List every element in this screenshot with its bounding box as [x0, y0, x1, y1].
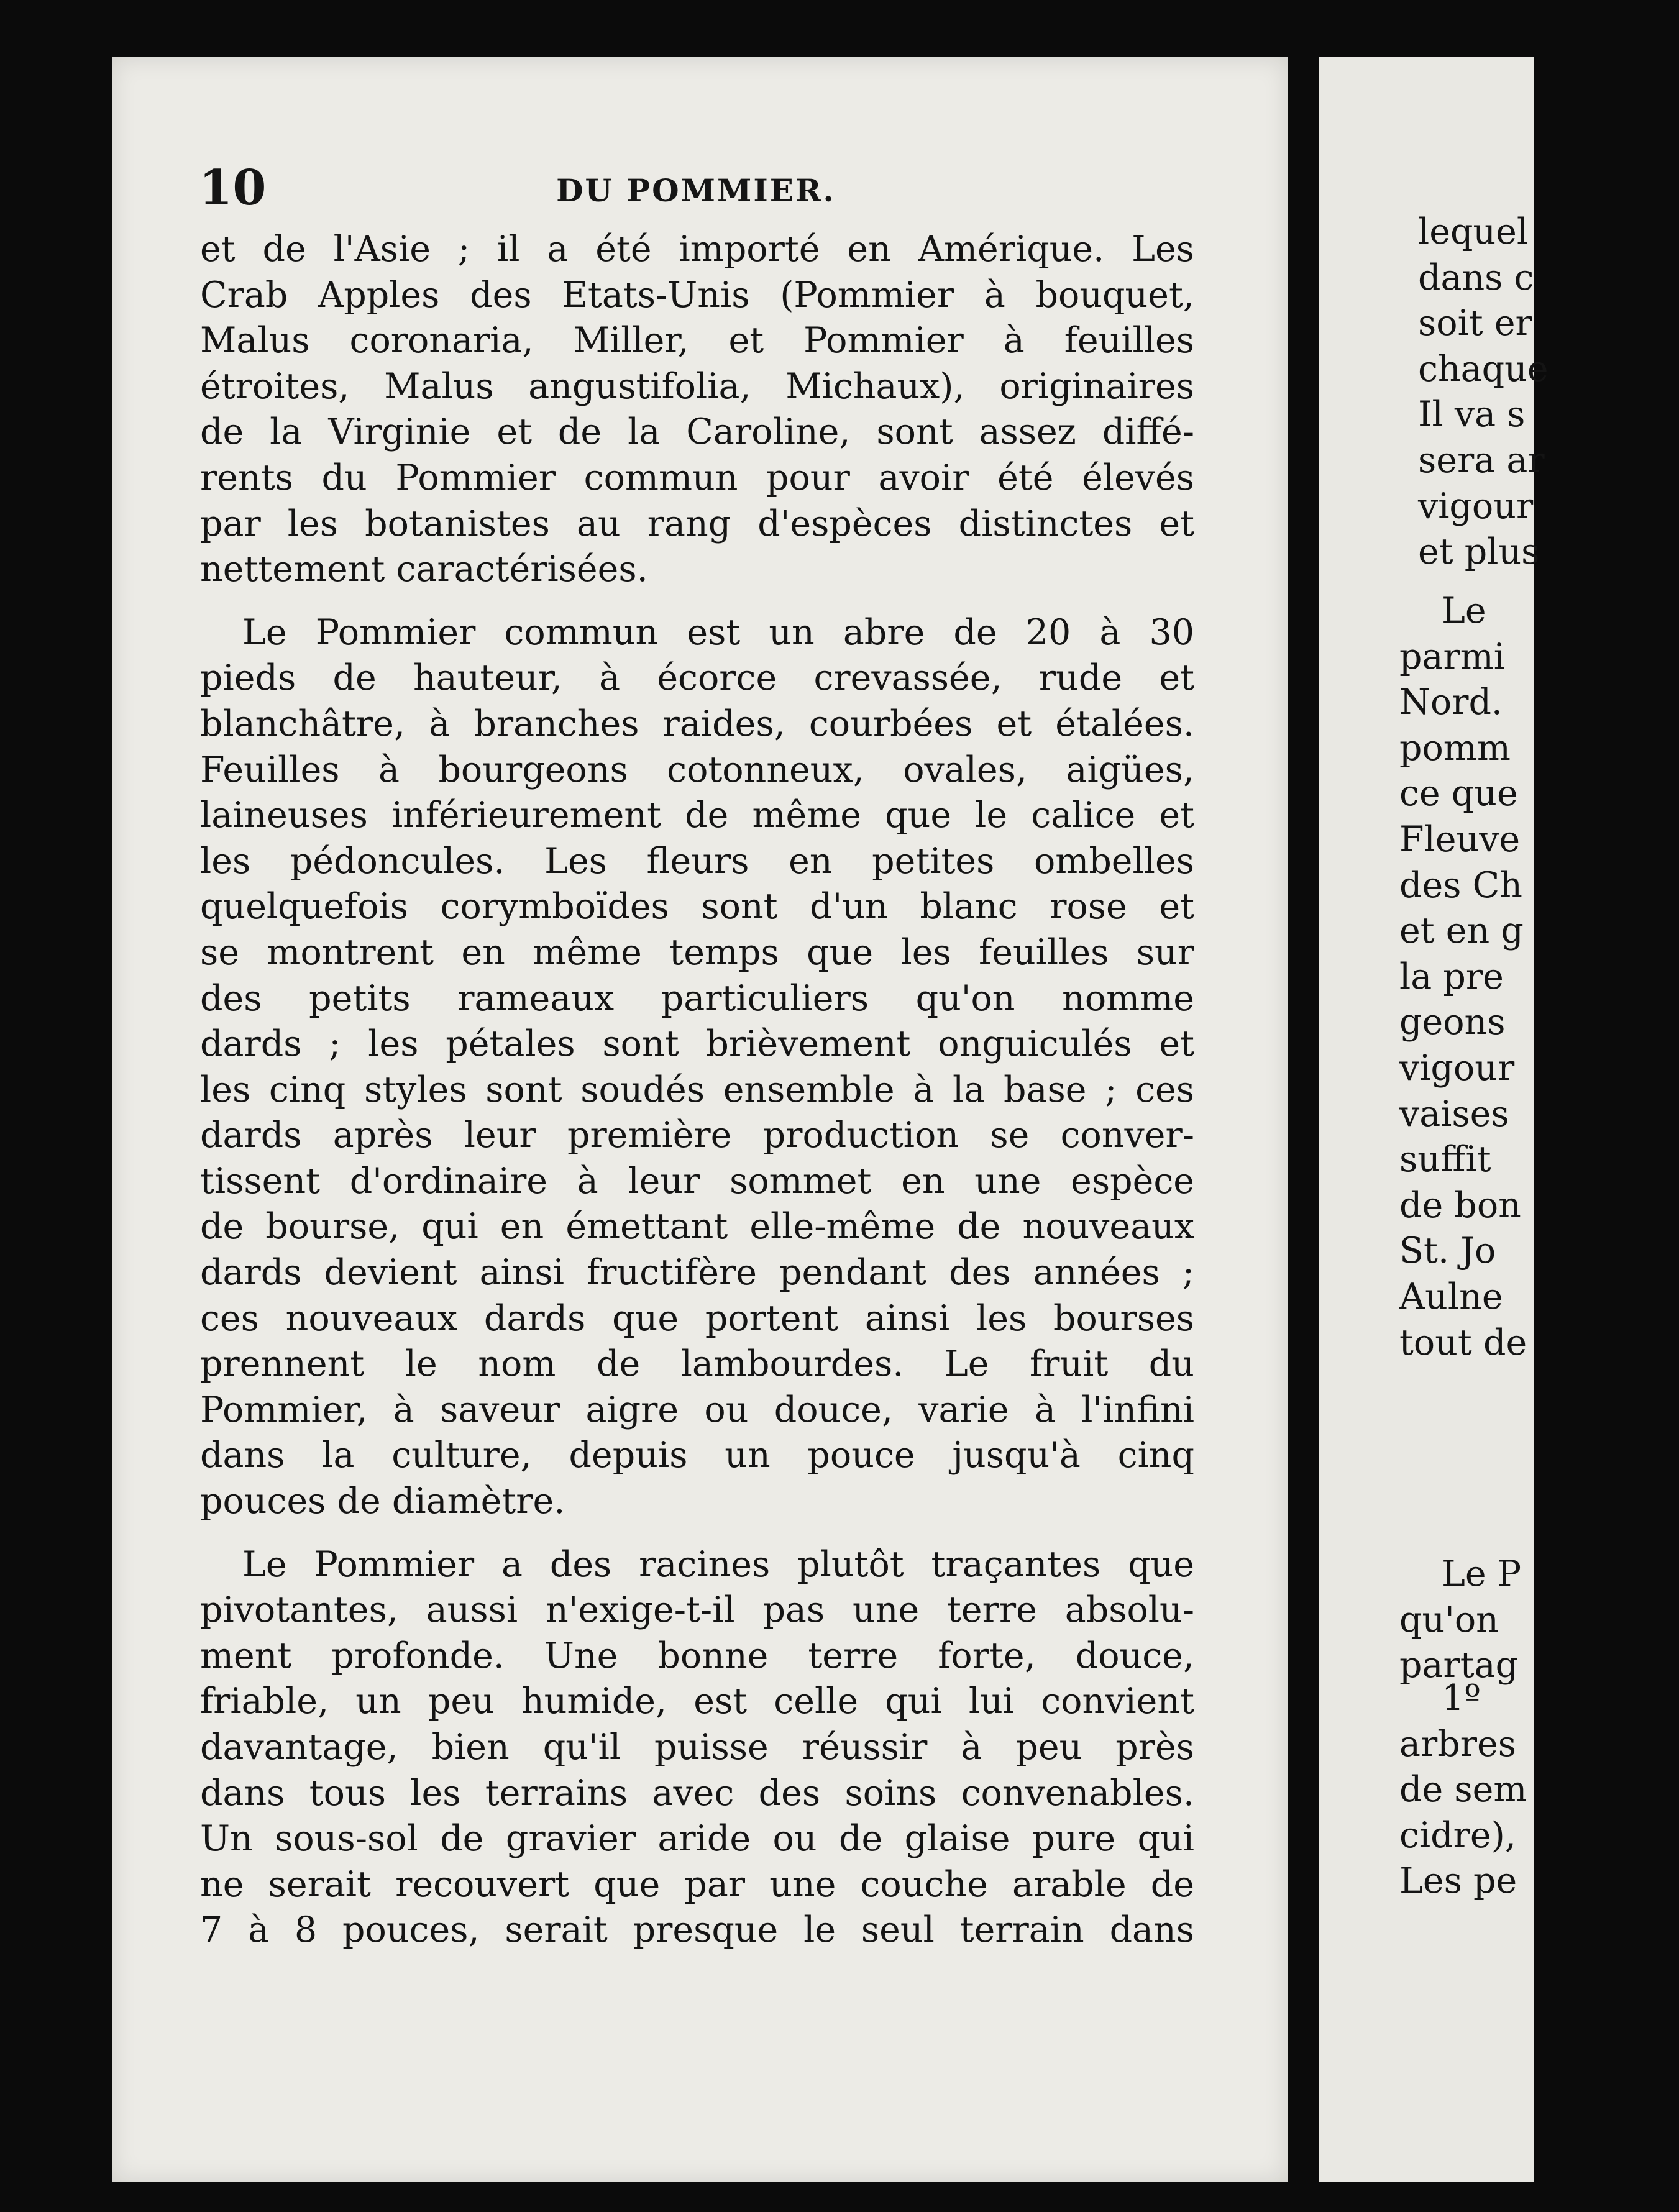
right-page-fragment: [1319, 57, 1549, 2182]
text-line: et de l'Asie ; il a été importé en Amérique. Les: [200, 229, 1194, 270]
right-block-1: [1418, 209, 1679, 575]
right-block-2: [1399, 588, 1660, 1366]
text-line: et en g: [1399, 910, 1524, 952]
text-line: vigour: [1399, 1047, 1515, 1089]
text-line: quelquefois corymboïdes sont d'un blanc rose et: [200, 886, 1194, 928]
text-line: Le Pommier a des racines plutôt traçantes que: [242, 1543, 1194, 1585]
text-line: friable, un peu humide, est celle qui lui convient: [200, 1681, 1194, 1722]
text-line: Les pe: [1399, 1860, 1517, 1902]
text-line: Fleuve: [1399, 818, 1521, 860]
text-line: ce que: [1399, 773, 1518, 815]
text-line: la pre: [1399, 956, 1504, 997]
text-line: des petits rameaux particuliers qu'on nomme: [200, 977, 1194, 1019]
text-line: dards ; les pétales sont brièvement onguiculés et: [200, 1023, 1194, 1065]
text-line: soit er: [1418, 303, 1532, 344]
text-line: ces nouveaux dards que portent ainsi les bourses: [200, 1297, 1194, 1339]
text-line: par les botanistes au rang d'espèces distinctes et: [200, 503, 1194, 544]
text-line: dards après leur première production se conver-: [200, 1115, 1194, 1156]
text-line: pieds de hauteur, à écorce crevassée, rude et: [200, 657, 1194, 699]
text-line: chaque: [1418, 348, 1549, 390]
text-line: ne serait recouvert que par une couche arable de: [200, 1863, 1194, 1905]
text-line: tout de: [1399, 1322, 1527, 1363]
body-text: [200, 227, 1194, 1954]
text-line: prennent le nom de lambourdes. Le fruit du: [200, 1343, 1194, 1385]
text-line: Pommier, à saveur aigre ou douce, varie à l'infini: [200, 1389, 1194, 1430]
text-line: arbres: [1399, 1723, 1516, 1765]
text-line: davantage, bien qu'il puisse réussir à peu près: [200, 1727, 1194, 1768]
text-line: rents du Pommier commun pour avoir été élevés: [200, 457, 1194, 498]
page-number: 10: [199, 160, 267, 216]
text-line: dans c: [1418, 257, 1534, 298]
text-line: vigour: [1418, 485, 1534, 527]
text-line: étroites, Malus angustifolia, Michaux), originaires: [200, 365, 1194, 407]
text-line: lequel: [1418, 211, 1529, 252]
text-line: cidre),: [1399, 1814, 1516, 1856]
text-line: Nord.: [1399, 682, 1503, 723]
text-line: dards devient ainsi fructifère pendant des années ;: [200, 1252, 1194, 1294]
text-line: pouces de diamètre.: [200, 1481, 565, 1522]
text-line: blanchâtre, à branches raides, courbées et étalées.: [200, 703, 1194, 744]
right-block-4: [1399, 1676, 1660, 1904]
text-line: laineuses inférieurement de même que le calice et: [200, 795, 1194, 836]
text-line: dans la culture, depuis un pouce jusqu'à cinq: [200, 1435, 1194, 1476]
text-line: Le P: [1442, 1553, 1522, 1594]
text-line: dans tous les terrains avec des soins convenables.: [200, 1772, 1194, 1814]
text-line: pomm: [1399, 727, 1511, 769]
text-line: Le: [1442, 590, 1486, 631]
left-page: [112, 57, 1288, 2182]
text-line: Le Pommier commun est un abre de 20 à 30: [242, 611, 1194, 653]
running-title: DU POMMIER.: [556, 172, 836, 209]
text-line: de la Virginie et de la Caroline, sont assez diffé-: [200, 411, 1194, 453]
text-line: Aulne: [1399, 1276, 1503, 1317]
text-line: parmi: [1399, 636, 1505, 677]
text-line: de bon: [1399, 1184, 1521, 1226]
text-line: 7 à 8 pouces, serait presque le seul terrain dans: [200, 1909, 1194, 1951]
text-line: Feuilles à bourgeons cotonneux, ovales, aigües,: [200, 749, 1194, 790]
text-line: se montrent en même temps que les feuilles sur: [200, 931, 1194, 973]
text-line: de sem: [1399, 1769, 1527, 1811]
text-line: vaises: [1399, 1093, 1509, 1135]
text-line: Un sous-sol de gravier aride ou de glaise pure qui: [200, 1818, 1194, 1860]
text-line: tissent d'ordinaire à leur sommet en une espèce: [200, 1160, 1194, 1202]
text-line: nettement caractérisées.: [200, 549, 648, 590]
text-line: Il va s: [1418, 394, 1526, 436]
text-line: des Ch: [1399, 864, 1522, 906]
text-line: sera ar: [1418, 439, 1545, 481]
right-block-3: [1399, 1552, 1660, 1689]
text-line: ment profonde. Une bonne terre forte, douce,: [200, 1635, 1194, 1676]
text-line: qu'on: [1399, 1599, 1499, 1640]
text-line: partag: [1399, 1645, 1519, 1686]
text-line: 1º: [1442, 1678, 1481, 1719]
text-line: suffit: [1399, 1139, 1491, 1181]
text-line: les pédoncules. Les fleurs en petites ombelles: [200, 840, 1194, 882]
text-line: geons: [1399, 1002, 1506, 1043]
text-line: les cinq styles sont soudés ensemble à la base ; ces: [200, 1069, 1194, 1110]
text-line: St. Jo: [1399, 1230, 1496, 1272]
text-line: Malus coronaria, Miller, et Pommier à feuilles: [200, 320, 1194, 362]
page-header: [199, 160, 1193, 228]
text-line: pivotantes, aussi n'exige-t-il pas une terre absolu-: [200, 1589, 1194, 1631]
text-line: et plus: [1418, 531, 1540, 573]
text-line: de bourse, qui en émettant elle-même de nouveaux: [200, 1206, 1194, 1248]
text-line: Crab Apples des Etats-Unis (Pommier à bouquet,: [200, 274, 1194, 316]
